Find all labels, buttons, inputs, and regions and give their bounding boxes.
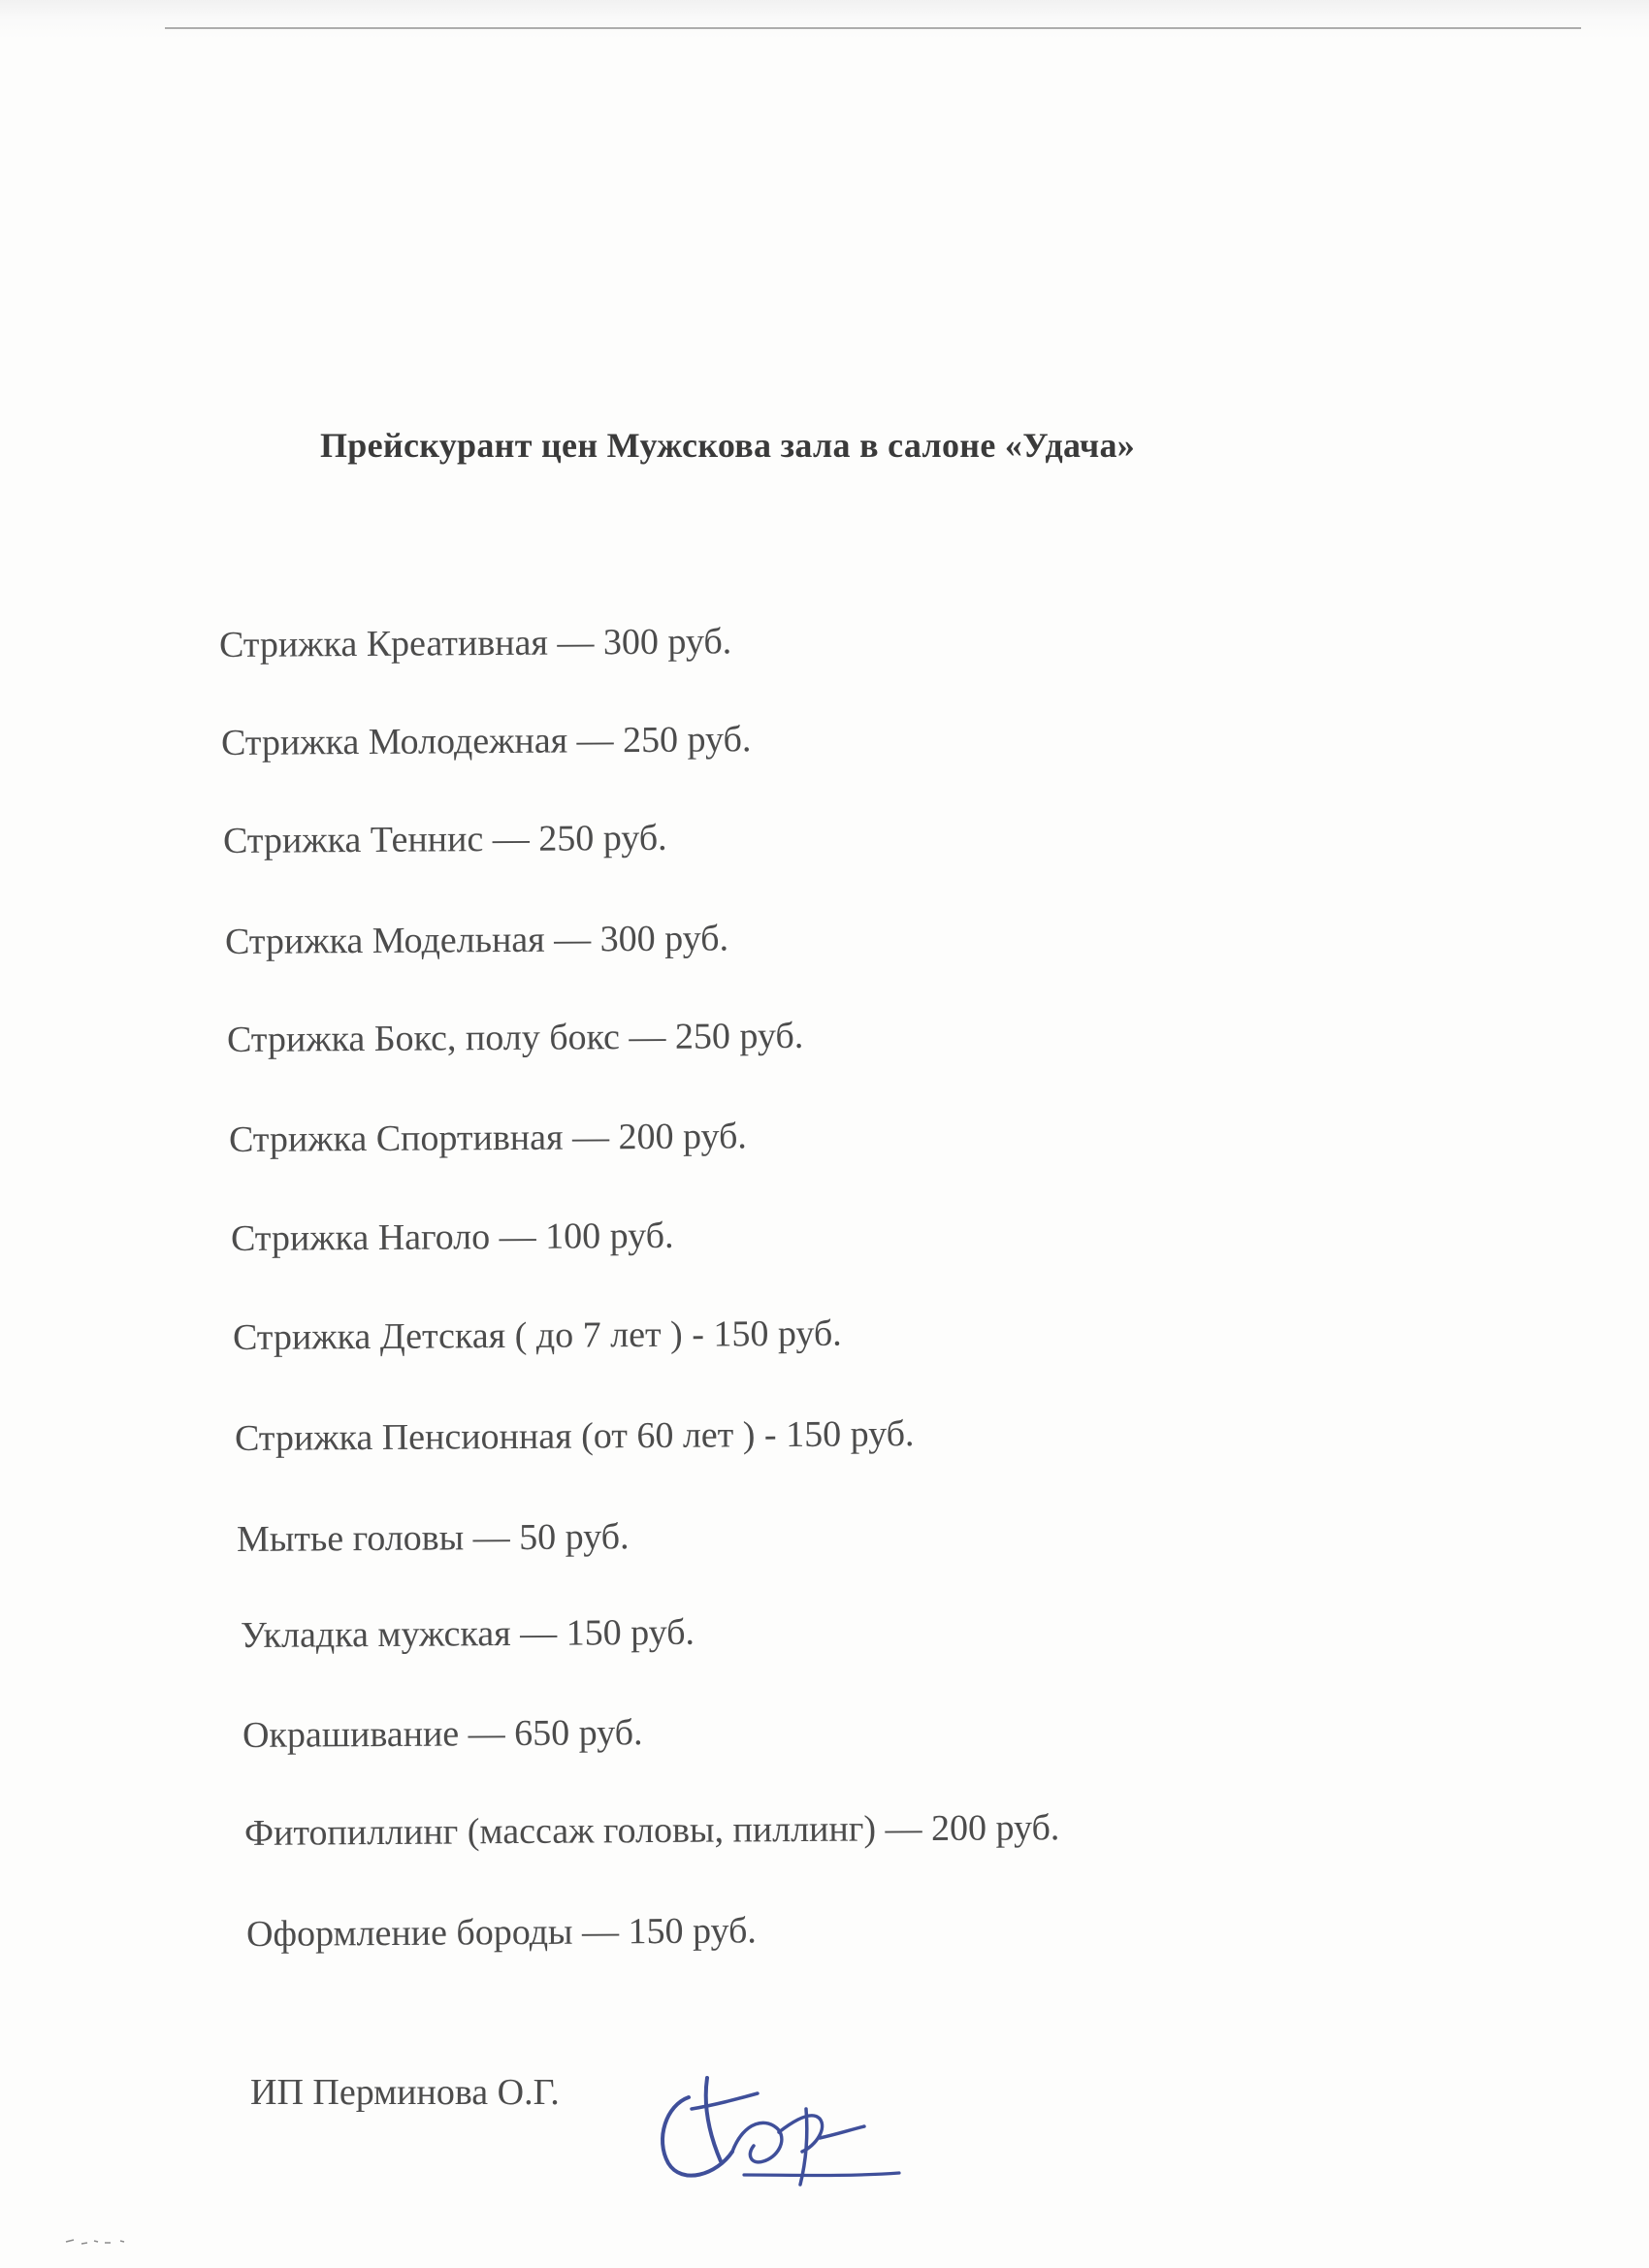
scan-dust-marks: [64, 2236, 132, 2248]
price-item: Мытье головы — 50 руб.: [236, 1516, 630, 1560]
price-item: Стрижка Теннис — 250 руб.: [222, 817, 667, 861]
price-item: Стрижка Молодежная — 250 руб.: [220, 719, 752, 763]
price-item: Стрижка Модельная — 300 руб.: [224, 918, 729, 962]
price-item: Стрижка Наголо — 100 руб.: [230, 1215, 674, 1259]
handwritten-signature-icon: [635, 2037, 917, 2192]
price-item: Стрижка Бокс, полу бокс — 250 руб.: [226, 1015, 804, 1060]
price-item: Стрижка Детская ( до 7 лет ) - 150 руб.: [232, 1312, 842, 1358]
price-item: Стрижка Пенсионная (от 60 лет ) - 150 руб.: [234, 1413, 915, 1459]
signatory-name: ИП Перминова О.Г.: [250, 2072, 560, 2113]
price-item: Стрижка Креативная — 300 руб.: [218, 621, 732, 665]
price-item: Окрашивание — 650 руб.: [242, 1712, 643, 1756]
document-title: Прейскурант цен Мужскова зала в салоне «Удача»: [320, 426, 1136, 465]
price-item: Фитопиллинг (массаж головы, пиллинг) — 200 руб.: [243, 1807, 1060, 1854]
price-item: Оформление бороды — 150 руб.: [245, 1910, 757, 1955]
price-item: Укладка мужская — 150 руб.: [240, 1611, 695, 1656]
price-item: Стрижка Спортивная — 200 руб.: [228, 1116, 747, 1160]
